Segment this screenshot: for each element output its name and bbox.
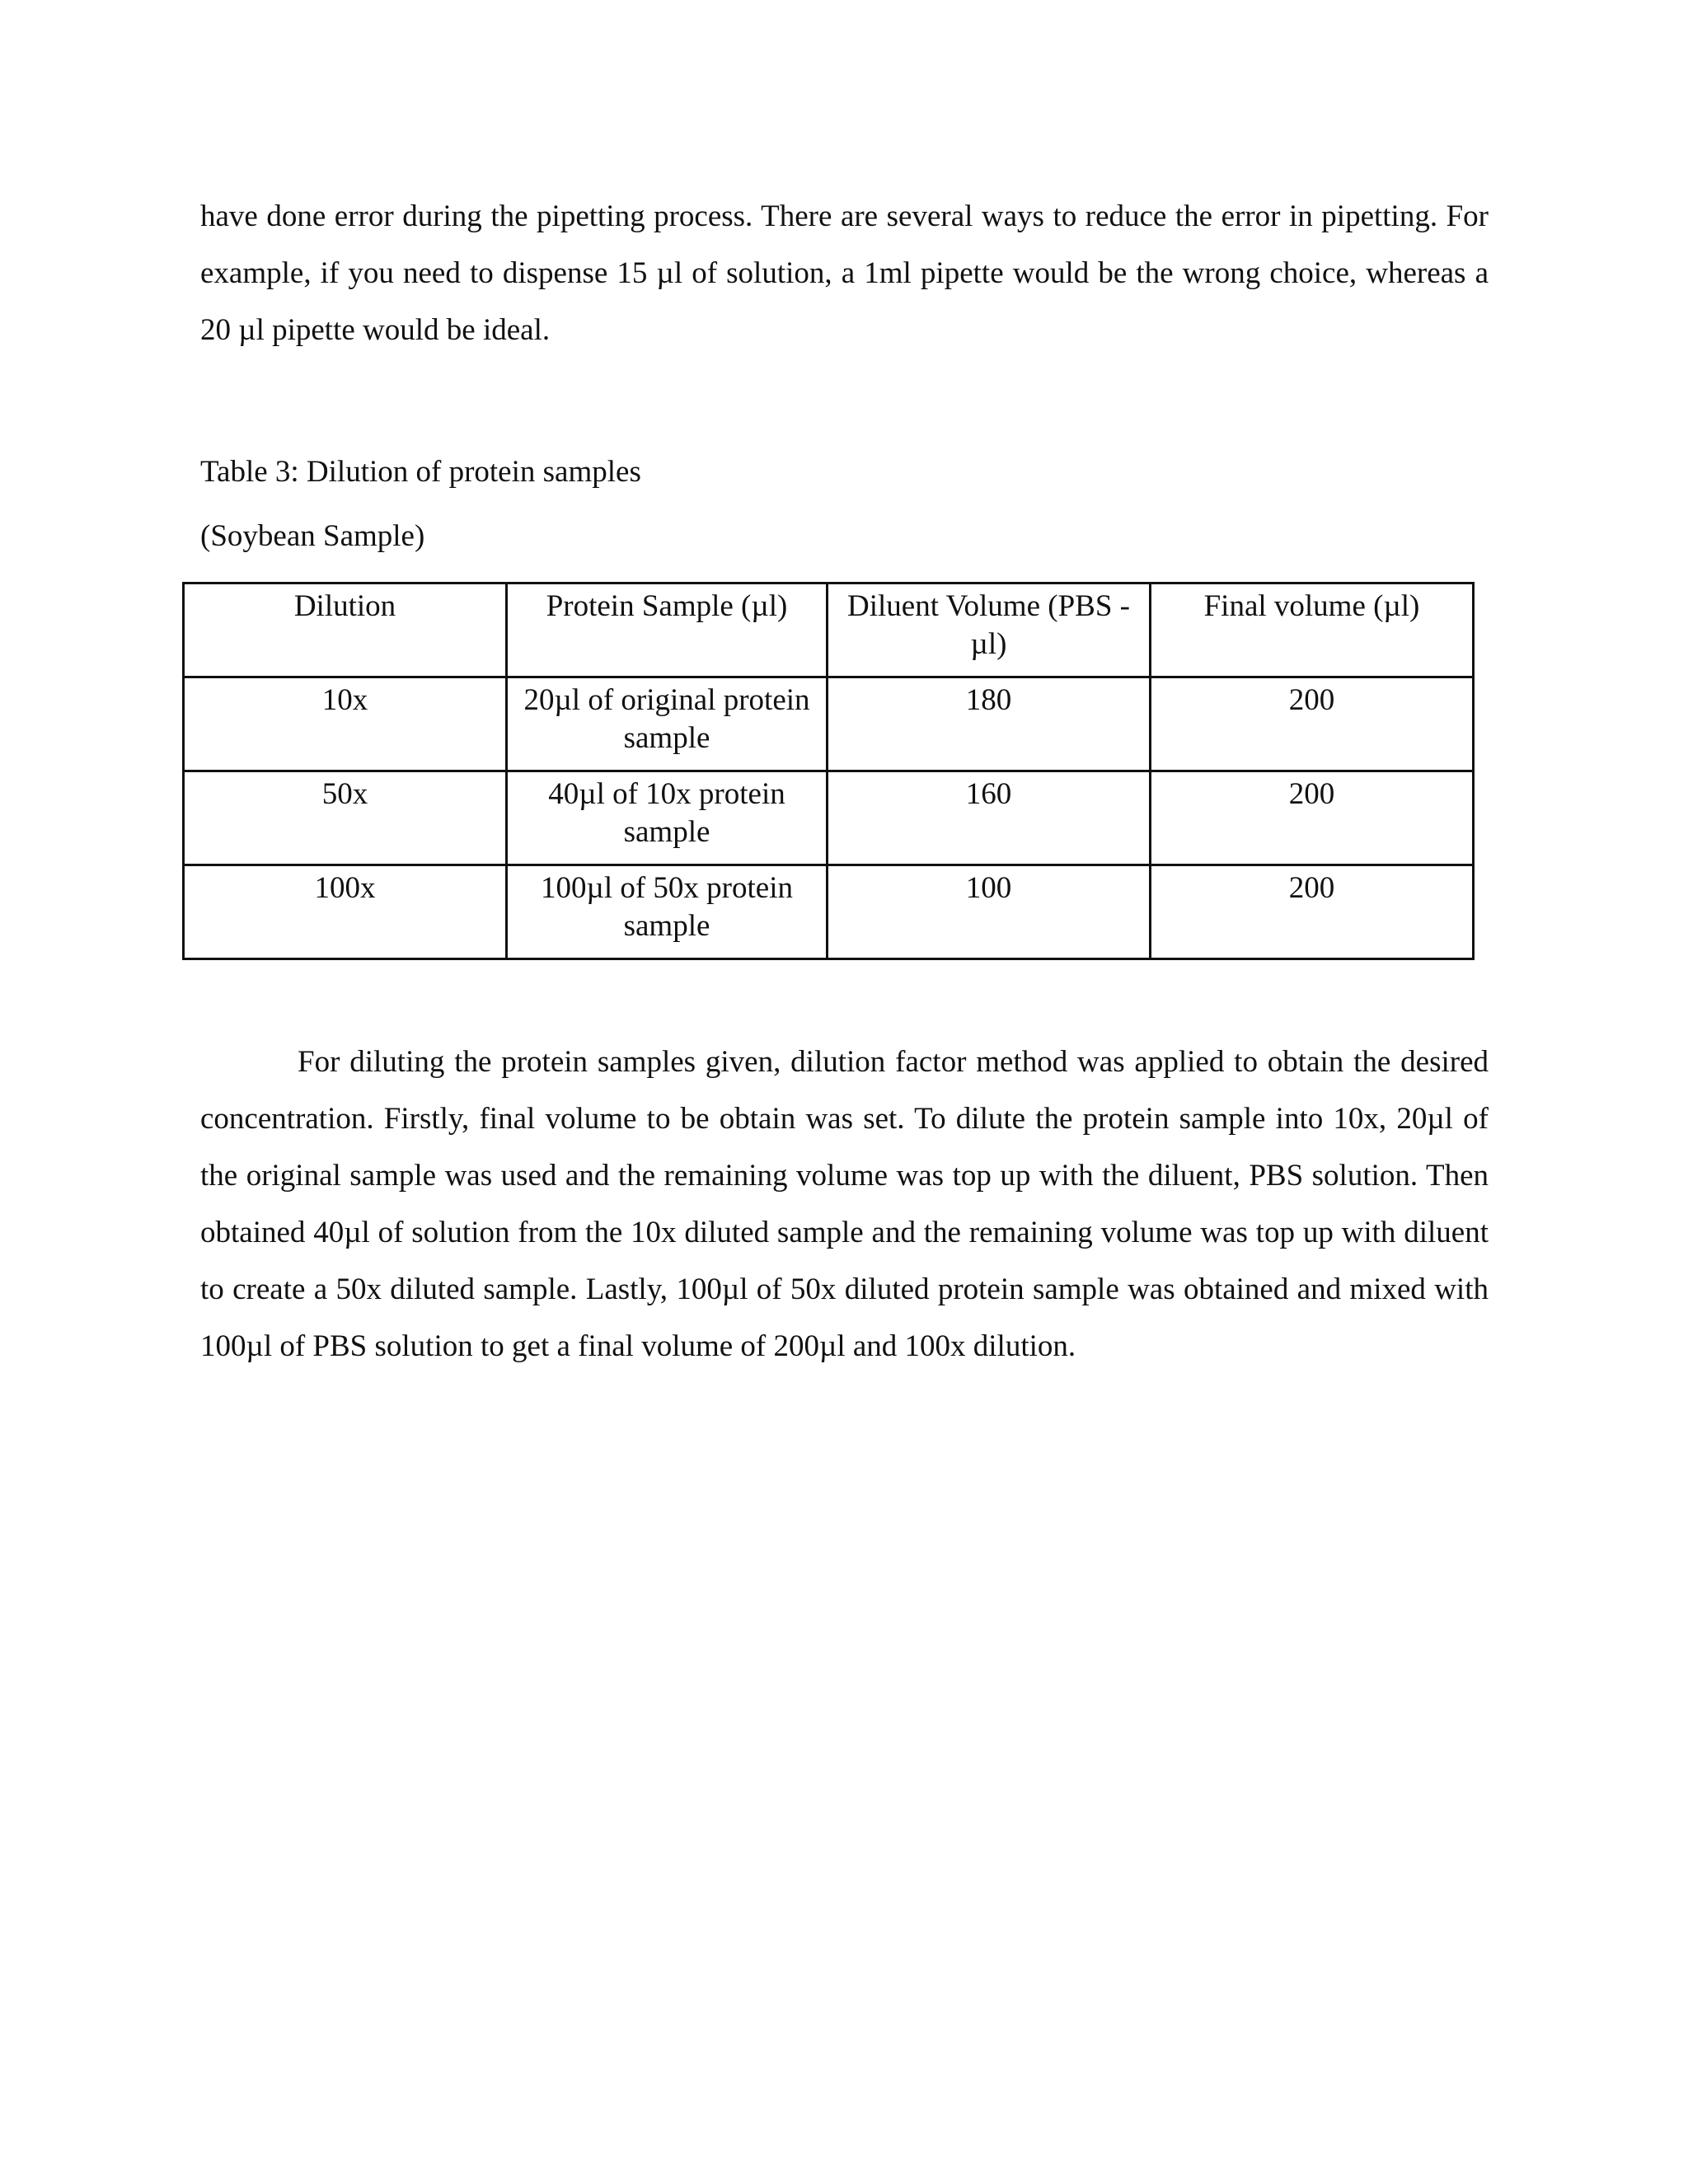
table-row [184,677,1474,771]
table-caption: Table 3: Dilution of protein samples [200,455,641,489]
method-paragraph: For diluting the protein samples given, dilution factor method was applied to obtain the desired concentration. Firstly, final volume to be obtain was set. To dilute the protein sample into 10x, 20µl of the original sample was used and the remaining volume was top up with the diluent, PBS solution. Then obtained 40µl of solution from the 10x diluted sample and the remaining volume was top up with diluent to create a 50x diluted sample. Lastly, 100µl of 50x diluted protein sample was obtained and mixed with 100µl of PBS solution to get a final volume of 200µl and 100x dilution. [200,1045,1489,1363]
header-dilution: Dilution [184,583,507,677]
dilution-table-container [182,582,1475,960]
cell-final-volume: 200 [1151,771,1474,865]
cell-dilution: 10x [184,677,507,771]
cell-diluent-volume: 100 [828,865,1151,959]
cell-protein-sample: 40µl of 10x protein sample [507,771,828,865]
cell-dilution: 50x [184,771,507,865]
cell-final-volume: 200 [1151,677,1474,771]
header-final-volume: Final volume (µl) [1151,583,1474,677]
dilution-table [182,582,1475,960]
intro-paragraph: have done error during the pipetting process. There are several ways to reduce the error in pipetting. For example, if you need to dispense 15 µl of solution, a 1ml pipette would be the wrong choice, whereas a 20 µl pipette would be ideal. [200,199,1489,347]
header-diluent-volume: Diluent Volume (PBS - µl) [828,583,1151,677]
cell-diluent-volume: 180 [828,677,1151,771]
table-row [184,771,1474,865]
cell-diluent-volume: 160 [828,771,1151,865]
cell-final-volume: 200 [1151,865,1474,959]
table-row [184,865,1474,959]
cell-protein-sample: 100µl of 50x protein sample [507,865,828,959]
table-subcaption: (Soybean Sample) [200,519,425,553]
cell-protein-sample: 20µl of original protein sample [507,677,828,771]
header-protein-sample: Protein Sample (µl) [507,583,828,677]
cell-dilution: 100x [184,865,507,959]
table-header-row [184,583,1474,677]
